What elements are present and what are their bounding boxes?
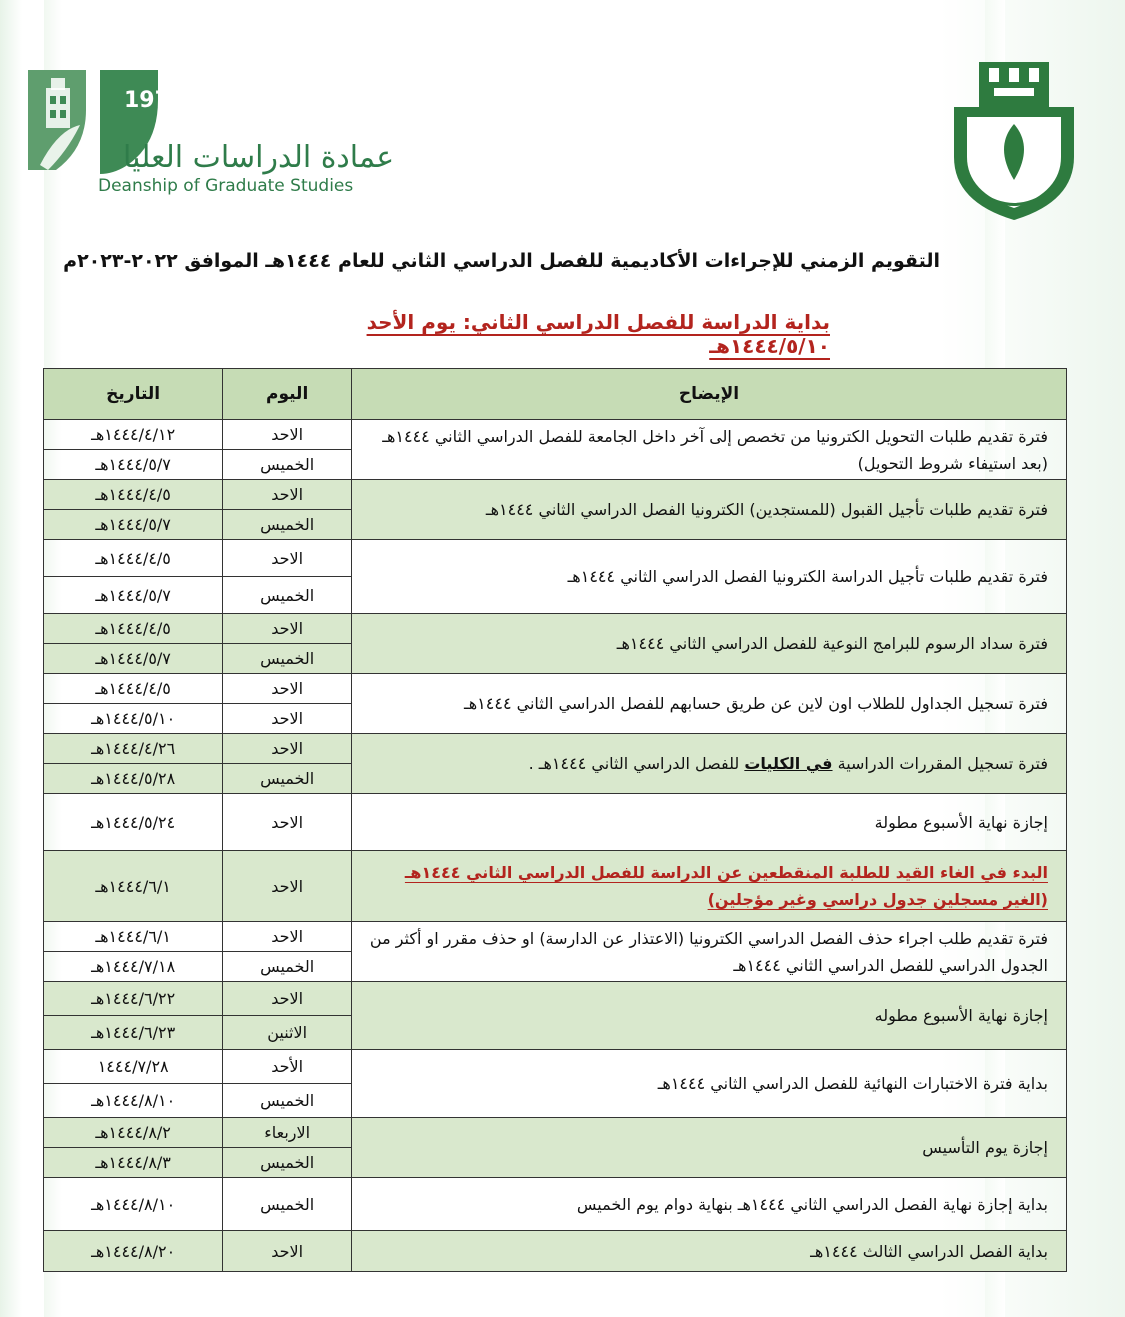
deanship-name-arabic: عمادة الدراسات العليا <box>123 140 395 175</box>
table-row <box>44 614 1067 644</box>
row-day: الأحد <box>223 1050 352 1084</box>
row-day: الاربعاء <box>223 1118 352 1148</box>
row-day: الخميس <box>223 450 352 480</box>
row-day: الاحد <box>223 851 352 922</box>
row-description: إجازة نهاية الأسبوع مطوله <box>351 982 1066 1050</box>
row-description: فترة سداد الرسوم للبرامج النوعية للفصل الدراسي الثاني ١٤٤٤هـ <box>351 614 1066 674</box>
row-date: ١٤٤٤/٥/٧هـ <box>44 510 223 540</box>
row-description: بداية فترة الاختبارات النهائية للفصل الدراسي الثاني ١٤٤٤هـ <box>351 1050 1066 1118</box>
deanship-name-english: Deanship of Graduate Studies <box>98 176 354 196</box>
row-day: الاحد <box>223 982 352 1016</box>
row-day: الخميس <box>223 1084 352 1118</box>
row-description: فترة تقديم طلبات تأجيل الدراسة الكترونيا الفصل الدراسي الثاني ١٤٤٤هـ <box>351 540 1066 614</box>
row-date: ١٤٤٤/٤/٥هـ <box>44 540 223 577</box>
table-row <box>44 922 1067 952</box>
row-date: ١٤٤٤/٦/٢٢هـ <box>44 982 223 1016</box>
row-day: الاحد <box>223 922 352 952</box>
table-row <box>44 480 1067 510</box>
row-description: بداية إجازة نهاية الفصل الدراسي الثاني ١٤٤٤هـ بنهاية دوام يوم الخميس <box>351 1178 1066 1231</box>
table-row <box>44 540 1067 577</box>
row-day: الخميس <box>223 644 352 674</box>
deanship-year: 1976 <box>124 88 186 113</box>
row-description <box>351 734 1066 794</box>
row-description-emphasis: في الكليات <box>744 754 833 773</box>
row-description: فترة تسجيل الجداول للطلاب اون لاين عن طريق حسابهم للفصل الدراسي الثاني ١٤٤٤هـ <box>351 674 1066 734</box>
row-date: ١٤٤٤/٦/١هـ <box>44 851 223 922</box>
row-day: الاحد <box>223 704 352 734</box>
row-date: ١٤٤٤/٧/١٨هـ <box>44 952 223 982</box>
row-description: إجازة نهاية الأسبوع مطولة <box>351 794 1066 851</box>
row-day: الخميس <box>223 1148 352 1178</box>
table-row <box>44 1178 1067 1231</box>
row-date: ١٤٤٤/٨/١٠هـ <box>44 1084 223 1118</box>
row-day: الخميس <box>223 952 352 982</box>
row-date: ١٤٤٤/٤/٥هـ <box>44 480 223 510</box>
row-date: ١٤٤٤/٥/٧هـ <box>44 450 223 480</box>
row-date: ١٤٤٤/٥/١٠هـ <box>44 704 223 734</box>
page-title: التقويم الزمني للإجراءات الأكاديمية للفصل الدراسي الثاني للعام ١٤٤٤هـ الموافق ٢٠٢٢-٢٠٢٣م <box>63 250 940 272</box>
row-description-part: للفصل الدراسي الثاني ١٤٤٤هـ . <box>528 754 745 773</box>
row-description: بداية الفصل الدراسي الثالث ١٤٤٤هـ <box>351 1231 1066 1272</box>
table-row <box>44 734 1067 764</box>
row-date: ١٤٤٤/٤/٢٦هـ <box>44 734 223 764</box>
table-row <box>44 1050 1067 1084</box>
row-day: الاحد <box>223 480 352 510</box>
row-day: الخميس <box>223 764 352 794</box>
table-row <box>44 674 1067 704</box>
table-row <box>44 982 1067 1016</box>
row-day: الاحد <box>223 794 352 851</box>
row-day: الخميس <box>223 577 352 614</box>
row-description: فترة تقديم طلبات تأجيل القبول (للمستجدين) الكترونيا الفصل الدراسي الثاني ١٤٤٤هـ <box>351 480 1066 540</box>
row-date: ١٤٤٤/٤/٥هـ <box>44 674 223 704</box>
row-date: ١٤٤٤/٨/٢٠هـ <box>44 1231 223 1272</box>
row-day: الاحد <box>223 614 352 644</box>
row-description: فترة تقديم طلبات التحويل الكترونيا من تخصص إلى آخر داخل الجامعة للفصل الدراسي الثاني ١٤٤٤هـ (بعد استيفاء شروط التحويل) <box>351 420 1066 480</box>
row-date: ١٤٤٤/٤/٥هـ <box>44 614 223 644</box>
row-date: ١٤٤٤/٤/١٢هـ <box>44 420 223 450</box>
university-logo <box>939 62 1089 222</box>
row-day: الاحد <box>223 734 352 764</box>
row-date: ١٤٤٤/٦/١هـ <box>44 922 223 952</box>
column-header-day: اليوم <box>223 369 352 420</box>
table-row <box>44 794 1067 851</box>
row-description: إجازة يوم التأسيس <box>351 1118 1066 1178</box>
table-row <box>44 420 1067 450</box>
row-description <box>351 851 1066 922</box>
table-row <box>44 851 1067 922</box>
column-header-date: التاريخ <box>44 369 223 420</box>
row-description-highlight: البدء في الغاء القيد للطلبة المنقطعين عن الدراسة للفصل الدراسي الثاني ١٤٤٤هـ (الغير مسجلين جدول دراسي وغير مؤجلين) <box>404 863 1048 909</box>
row-date: ١٤٤٤/٥/٧هـ <box>44 577 223 614</box>
row-day: الاحد <box>223 420 352 450</box>
university-seal-icon <box>939 62 1089 222</box>
table-header-row <box>44 369 1067 420</box>
row-description: فترة تقديم طلب اجراء حذف الفصل الدراسي الكترونيا (الاعتذار عن الدارسة) او حذف مقرر او أكثر من الجدول الدراسي للفصل الدراسي الثاني ١٤٤٤هـ <box>351 922 1066 982</box>
row-date: ١٤٤٤/٥/٧هـ <box>44 644 223 674</box>
row-date: ١٤٤٤/٧/٢٨ <box>44 1050 223 1084</box>
row-day: الاحد <box>223 674 352 704</box>
academic-calendar-table <box>43 368 1067 1272</box>
row-date: ١٤٤٤/٨/٢هـ <box>44 1118 223 1148</box>
row-day: الخميس <box>223 510 352 540</box>
row-date: ١٤٤٤/٨/١٠هـ <box>44 1178 223 1231</box>
table-row <box>44 1231 1067 1272</box>
deanship-logo <box>28 70 395 210</box>
column-header-description: الإيضاح <box>351 369 1066 420</box>
row-date: ١٤٤٤/٦/٢٣هـ <box>44 1016 223 1050</box>
row-day: الاحد <box>223 540 352 577</box>
row-date: ١٤٤٤/٥/٢٨هـ <box>44 764 223 794</box>
row-date: ١٤٤٤/٥/٢٤هـ <box>44 794 223 851</box>
page-subtitle: بداية الدراسة للفصل الدراسي الثاني: يوم الأحد ١٤٤٤/٥/١٠هـ <box>366 310 830 358</box>
row-day: الاحد <box>223 1231 352 1272</box>
row-description-part: فترة تسجيل المقررات الدراسية <box>832 754 1048 773</box>
row-day: الاثنين <box>223 1016 352 1050</box>
row-day: الخميس <box>223 1178 352 1231</box>
table-row <box>44 1118 1067 1148</box>
row-date: ١٤٤٤/٨/٣هـ <box>44 1148 223 1178</box>
background-stripe <box>0 0 22 1317</box>
